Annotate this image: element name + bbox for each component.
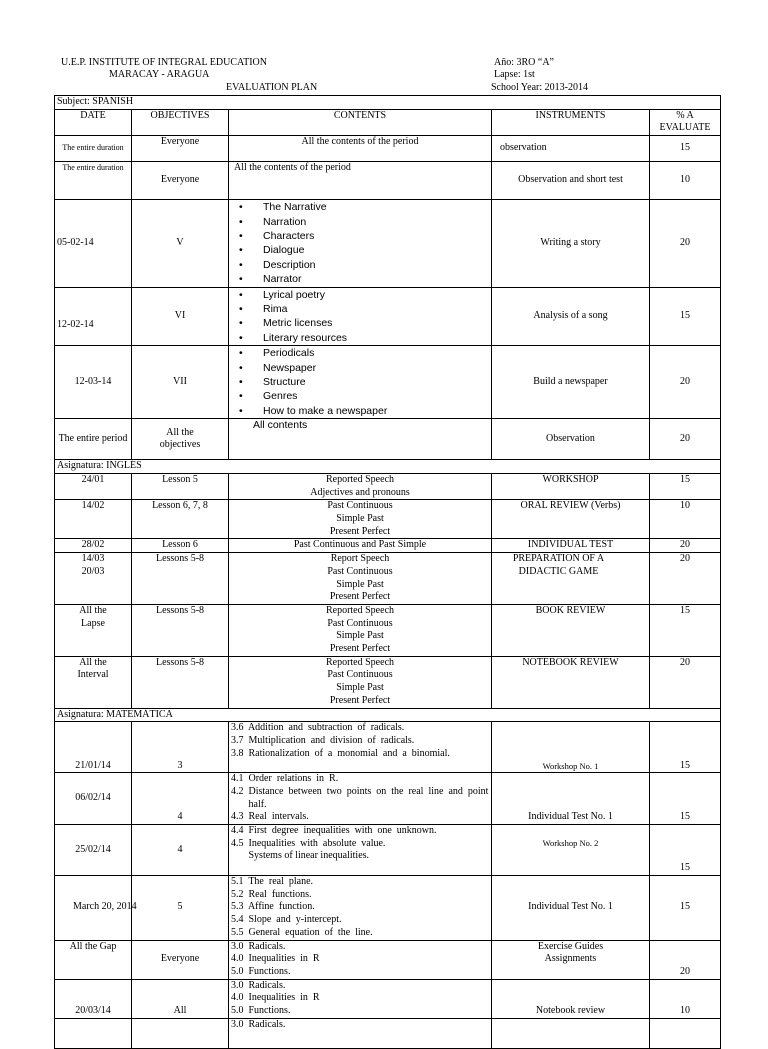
lapse-label: Lapse: 1st xyxy=(494,69,535,80)
date-cell xyxy=(55,656,132,708)
instrument-cell: Writing a story xyxy=(492,200,650,287)
instrument-cell: Notebook review xyxy=(492,979,650,1018)
table-header-row xyxy=(55,109,721,135)
content-line: 5.2 Real functions. xyxy=(231,888,312,900)
date-cell: 21/01/14 xyxy=(55,722,132,773)
instrument-cell: PREPARATION OF A DIDACTIC GAME xyxy=(492,553,650,605)
content-line: Reported Speech xyxy=(325,473,395,485)
instrument-cell: Analysis of a song xyxy=(492,287,650,346)
objective-cell: Lessons 5-8 xyxy=(132,656,229,708)
list-item: • Description xyxy=(239,258,489,272)
content-line: 3.0 Radicals. xyxy=(231,979,286,991)
percent-cell: 10 xyxy=(650,500,721,539)
list-item: • Dialogue xyxy=(239,243,489,257)
school-year-label: School Year: 2013-2014 xyxy=(491,82,588,93)
instrument-cell: observation xyxy=(492,136,650,162)
contents-cell: Past Continuous and Past Simple xyxy=(229,539,492,553)
content-line: Simple Past xyxy=(336,578,384,590)
contents-cell xyxy=(229,500,492,539)
objective-cell: VI xyxy=(132,287,229,346)
instrument-cell: NOTEBOOK REVIEW xyxy=(492,656,650,708)
date-cell xyxy=(55,1018,132,1048)
content-line: 5.0 Functions. xyxy=(231,966,291,977)
date-cell: 28/02 xyxy=(55,539,132,553)
percent-cell: 20 xyxy=(650,200,721,287)
table-row xyxy=(55,656,721,708)
list-item: • Genres xyxy=(239,389,489,403)
header-date: DATE xyxy=(55,109,132,135)
instrument-cell: BOOK REVIEW xyxy=(492,604,650,656)
objective-cell: Lessons 5-8 xyxy=(132,604,229,656)
objective-cell: Everyone xyxy=(132,136,229,162)
content-line: 4.5 Inequalities with absolute value. xyxy=(231,837,386,849)
contents-cell xyxy=(229,773,492,825)
percent-cell: 20 xyxy=(650,346,721,419)
percent-cell xyxy=(650,1018,721,1048)
list-item: • Characters xyxy=(239,229,489,243)
table-row xyxy=(55,287,721,346)
contents-cell: All contents xyxy=(229,419,492,460)
list-item: • The Narrative xyxy=(239,200,489,214)
table-row xyxy=(55,200,721,287)
document-header xyxy=(0,0,768,96)
instrument-cell: Workshop No. 2 xyxy=(492,825,650,876)
contents-cell xyxy=(229,876,492,941)
header-instruments: INSTRUMENTS xyxy=(492,109,650,135)
date-line: All the xyxy=(79,656,107,668)
instrument-cell: Observation and short test xyxy=(492,162,650,200)
instrument-cell: Exercise Guides Assignments xyxy=(492,940,650,979)
percent-cell: 15 xyxy=(650,825,721,876)
table-row xyxy=(55,539,721,553)
date-cell: 14/02 xyxy=(55,500,132,539)
percent-cell: 15 xyxy=(650,876,721,941)
table-row xyxy=(55,773,721,825)
subject-spanish: Subject: SPANISH xyxy=(55,96,721,110)
objective-cell: VII xyxy=(132,346,229,419)
year-label: Año: 3RO “A” xyxy=(494,57,554,68)
content-line: 4.3 Real intervals. xyxy=(231,811,309,823)
objective-cell: Lessons 5-8 xyxy=(132,553,229,605)
date-cell: 06/02/14 xyxy=(55,773,132,825)
table-row xyxy=(55,940,721,979)
percent-cell: 15 xyxy=(650,722,721,773)
content-line: Reported Speech xyxy=(325,656,395,668)
contents-cell xyxy=(229,346,492,419)
objective-cell: Lesson 5 xyxy=(132,473,229,499)
content-line: 3.0 Radicals. xyxy=(231,940,286,952)
date-cell: The entire duration xyxy=(55,136,132,162)
contents-cell xyxy=(229,825,492,876)
city-name: MARACAY - ARAGUA xyxy=(109,69,210,80)
content-line: Systems of linear inequalities. xyxy=(231,850,370,862)
objective-cell: Everyone xyxy=(132,940,229,979)
contents-cell xyxy=(229,940,492,979)
percent-cell: 10 xyxy=(650,162,721,200)
content-line: Simple Past xyxy=(336,513,384,525)
content-line: 3.6 Addition and subtraction of radicals. xyxy=(231,722,405,734)
instrument-cell: Individual Test No. 1 xyxy=(492,773,650,825)
table-row xyxy=(55,500,721,539)
content-line: 4.0 Inequalities in R xyxy=(231,992,320,1004)
content-line: 3.8 Rationalization of a monomial and a binomial. xyxy=(231,747,450,759)
subject-ingles: Asignatura: INGLÉS xyxy=(55,460,721,474)
date-cell: March 20, 2014 xyxy=(55,876,132,941)
list-item: • Lyrical poetry xyxy=(239,288,489,302)
percent-cell: 15 xyxy=(650,473,721,499)
contents-cell xyxy=(229,473,492,499)
content-line: Report Speech xyxy=(330,553,390,565)
list-item: • Metric licenses xyxy=(239,316,489,330)
instrument-cell: INDIVIDUAL TEST xyxy=(492,539,650,553)
objective-cell: All the objectives xyxy=(132,419,229,460)
contents-list xyxy=(231,200,489,286)
objective-cell: 3 xyxy=(132,722,229,773)
percent-cell: 15 xyxy=(650,604,721,656)
contents-cell xyxy=(229,200,492,287)
objective-cell: Everyone xyxy=(132,162,229,200)
header-contents: CONTENTS xyxy=(229,109,492,135)
objective-cell: Lesson 6, 7, 8 xyxy=(132,500,229,539)
content-line: Past Continuous xyxy=(327,617,393,629)
percent-cell: 15 xyxy=(650,773,721,825)
date-cell: 24/01 xyxy=(55,473,132,499)
content-line: Simple Past xyxy=(336,630,384,642)
contents-list xyxy=(231,288,489,346)
content-line: half. xyxy=(231,798,267,810)
table-row xyxy=(55,825,721,876)
content-line: Reported Speech xyxy=(325,604,395,616)
content-line: Past Continuous xyxy=(327,500,393,512)
table-row xyxy=(55,604,721,656)
contents-cell xyxy=(229,722,492,773)
content-line: 4.1 Order relations in R. xyxy=(231,773,339,785)
percent-cell: 20 xyxy=(650,940,721,979)
list-item: • Rima xyxy=(239,302,489,316)
table-row xyxy=(55,553,721,605)
content-line: 3.0 Radicals. xyxy=(231,1018,286,1030)
date-cell: 12-02-14 xyxy=(55,287,132,346)
objective-cell: 4 xyxy=(132,825,229,876)
date-line: 14/03 xyxy=(81,553,105,565)
percent-cell: 10 xyxy=(650,979,721,1018)
table-row xyxy=(55,876,721,941)
contents-cell: All the contents of the period xyxy=(229,136,492,162)
table-row xyxy=(55,419,721,460)
instrument-cell: Observation xyxy=(492,419,650,460)
date-line: 20/03 xyxy=(81,565,105,577)
date-cell: 12-03-14 xyxy=(55,346,132,419)
contents-cell xyxy=(229,604,492,656)
instrument-cell: ORAL REVIEW (Verbs) xyxy=(492,500,650,539)
date-line: All the xyxy=(79,604,107,616)
contents-cell xyxy=(229,287,492,346)
percent-cell: 20 xyxy=(650,553,721,605)
percent-cell: 15 xyxy=(650,287,721,346)
list-item: • Newspaper xyxy=(239,361,489,375)
content-line: Present Perfect xyxy=(329,643,391,655)
table-row xyxy=(55,1018,721,1048)
contents-cell xyxy=(229,656,492,708)
date-cell: All the Gap xyxy=(55,940,132,979)
content-line: 4.0 Inequalities in R xyxy=(231,953,320,965)
percent-cell: 20 xyxy=(650,539,721,553)
list-item: • Literary resources xyxy=(239,331,489,345)
evaluation-table xyxy=(54,95,721,1049)
plan-title: EVALUATION PLAN xyxy=(226,82,318,93)
contents-cell xyxy=(229,1018,492,1048)
contents-cell: All the contents of the period xyxy=(229,162,492,200)
objective-cell: 4 xyxy=(132,773,229,825)
content-line: 5.5 General equation of the line. xyxy=(231,926,373,938)
date-cell: 25/02/14 xyxy=(55,825,132,876)
content-line: Simple Past xyxy=(336,682,384,694)
instrument-cell: Build a newspaper xyxy=(492,346,650,419)
school-name: U.E.P. INSTITUTE OF INTEGRAL EDUCATION xyxy=(61,57,268,68)
date-line: Interval xyxy=(77,669,109,681)
contents-list xyxy=(231,346,489,418)
contents-cell xyxy=(229,979,492,1018)
date-line: Lapse xyxy=(81,617,105,629)
date-cell: The entire period xyxy=(55,419,132,460)
percent-cell: 15 xyxy=(650,136,721,162)
content-line: 5.4 Slope and y-intercept. xyxy=(231,914,342,926)
percent-cell: 20 xyxy=(650,656,721,708)
list-item: • Periodicals xyxy=(239,346,489,360)
contents-cell xyxy=(229,553,492,605)
objective-cell: All xyxy=(132,979,229,1018)
content-line: 5.1 The real plane. xyxy=(231,876,314,888)
objective-cell xyxy=(132,1018,229,1048)
instrument-cell: WORKSHOP xyxy=(492,473,650,499)
instrument-cell: Individual Test No. 1 xyxy=(492,876,650,941)
date-cell xyxy=(55,553,132,605)
content-line: Past Continuous xyxy=(327,669,393,681)
content-line: 5.0 Functions. xyxy=(231,1005,291,1017)
objective-cell: 5 xyxy=(132,876,229,941)
content-line: 3.7 Multiplication and division of radicals. xyxy=(231,734,415,746)
table-row xyxy=(55,979,721,1018)
date-cell xyxy=(55,604,132,656)
instrument-cell xyxy=(492,1018,650,1048)
list-item: • Structure xyxy=(239,375,489,389)
table-row xyxy=(55,162,721,200)
content-line: Present Perfect xyxy=(329,591,391,603)
table-row xyxy=(55,136,721,162)
header-objectives: OBJECTIVES xyxy=(132,109,229,135)
date-cell: 05-02-14 xyxy=(55,200,132,287)
content-line: 5.3 Affine function. xyxy=(231,901,315,913)
list-item: • How to make a newspaper xyxy=(239,404,489,418)
content-line: Adjectives and pronouns xyxy=(310,486,410,498)
date-cell: The entire duration xyxy=(55,162,132,200)
instrument-cell: Workshop No. 1 xyxy=(492,722,650,773)
content-line: Present Perfect xyxy=(329,694,391,706)
header-percent: % A EVALUATE xyxy=(650,109,721,135)
subject-matematica: Asignatura: MATEMÁTICA xyxy=(55,708,721,722)
list-item: • Narration xyxy=(239,215,489,229)
table-row xyxy=(55,722,721,773)
table-row xyxy=(55,473,721,499)
content-line: Present Perfect xyxy=(329,525,391,537)
percent-cell: 20 xyxy=(650,419,721,460)
content-line: Past Continuous xyxy=(327,565,393,577)
list-item: • Narrator xyxy=(239,272,489,286)
date-cell: 20/03/14 xyxy=(55,979,132,1018)
objective-cell: V xyxy=(132,200,229,287)
content-line: 4.4 First degree inequalities with one unknown. xyxy=(231,825,437,837)
table-row xyxy=(55,346,721,419)
objective-cell: Lesson 6 xyxy=(132,539,229,553)
content-line: 4.2 Distance between two points on the real line and point xyxy=(231,785,489,797)
